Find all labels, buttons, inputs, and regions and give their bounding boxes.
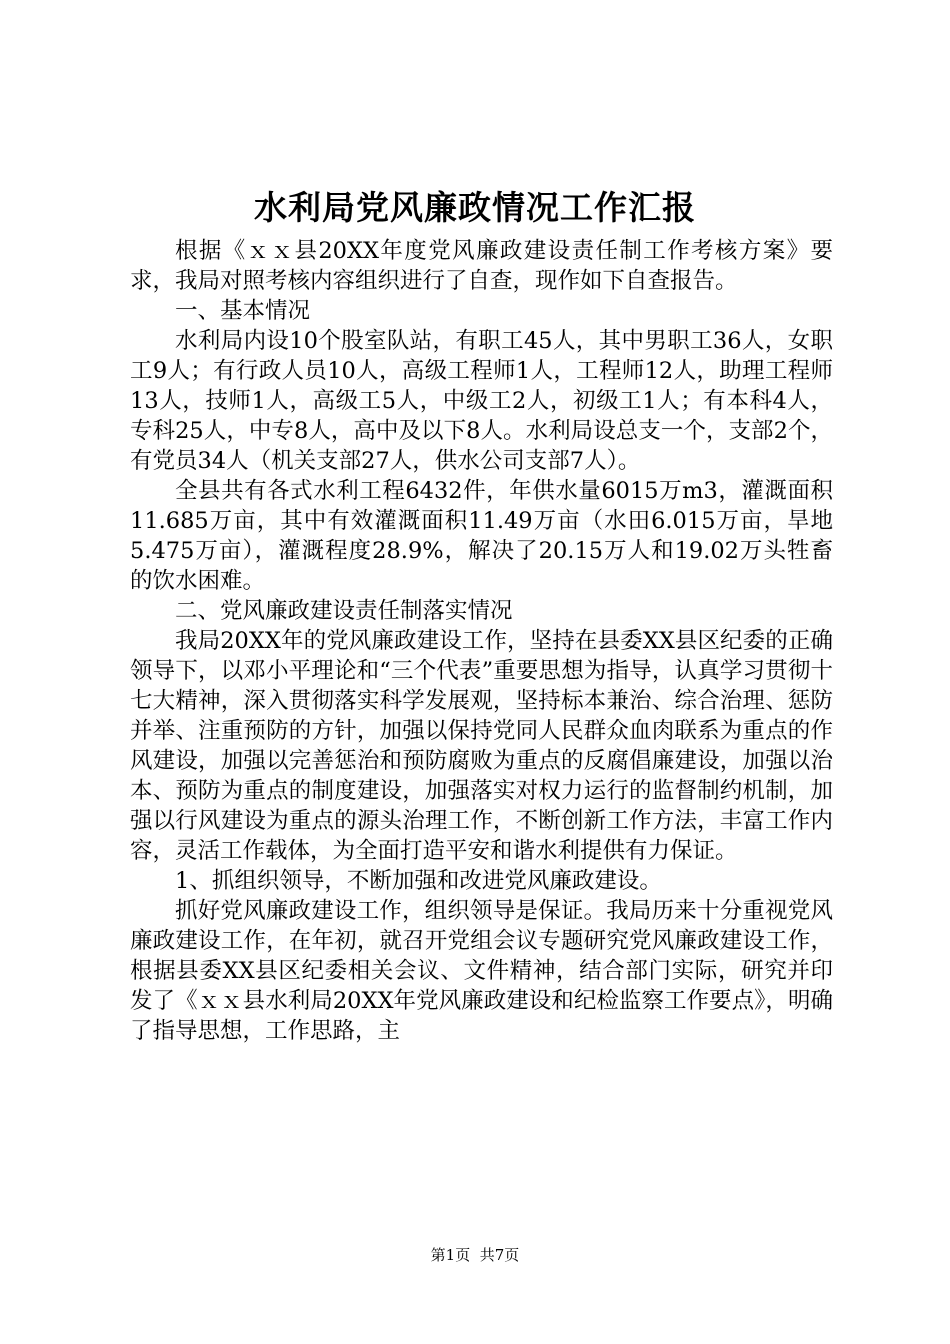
section-heading-responsibility: 二、党风廉政建设责任制落实情况 [175,598,513,624]
page-total: 共7页 [479,1246,520,1264]
paragraph-intro: 根据《ｘｘ县20XX年度党风廉政建设责任制工作考核方案》要求，我局对照考核内容组织进行了自查，现作如下自查报告。 [130,238,833,294]
paragraph-organization: 抓好党风廉政建设工作，组织领导是保证。我局历来十分重视党风廉政建设工作，在年初，就召开党组会议专题研究党风廉政建设工作，根据县委XX县区纪委相关会议、文件精神，结合部门实际，研究并印发了《ｘｘ县水利局20XX年党风廉政建设和纪检监察工作要点》，明确了指导思想，工作思路，主 [130,898,833,1044]
page-footer [0,1245,950,1265]
paragraph-water-projects: 全县共有各式水利工程6432件，年供水量6015万m3，灌溉面积11.685万亩，其中有效灌溉面积11.49万亩（水田6.015万亩，旱地5.475万亩），灌溉程度28.9%，解决了20.15万人和19.02万头牲畜的饮水困难。 [130,478,833,594]
subsection-heading-organization: 1、抓组织领导，不断加强和改进党风廉政建设。 [175,868,662,894]
page-number: 第1页 [430,1246,471,1264]
document-body [130,236,833,1046]
document-title: 水利局党风廉政情况工作汇报 [254,188,696,227]
paragraph-responsibility-overview: 我局20XX年的党风廉政建设工作，坚持在县委XX县区纪委的正确领导下，以邓小平理论和“三个代表”重要思想为指导，认真学习贯彻十七大精神，深入贯彻落实科学发展观，坚持标本兼治、综合治理、惩防并举、注重预防的方针，加强以保持党同人民群众血肉联系为重点的作风建设，加强以完善惩治和预防腐败为重点的反腐倡廉建设，加强以治本、预防为重点的制度建设，加强落实对权力运行的监督制约机制，加强以行风建设为重点的源头治理工作，不断创新工作方法，丰富工作内容，灵活工作载体，为全面打造平安和谐水利提供有力保证。 [130,628,833,864]
paragraph-staff-info: 水利局内设10个股室队站，有职工45人，其中男职工36人，女职工9人；有行政人员10人，高级工程师1人，工程师12人，助理工程师13人，技师1人，高级工5人，中级工2人，初级工1人；有本科4人，专科25人，中专8人，高中及以下8人。水利局设总支一个，支部2个，有党员34人（机关支部27人，供水公司支部7人）。 [130,328,833,474]
section-heading-basic-info: 一、基本情况 [175,298,311,324]
